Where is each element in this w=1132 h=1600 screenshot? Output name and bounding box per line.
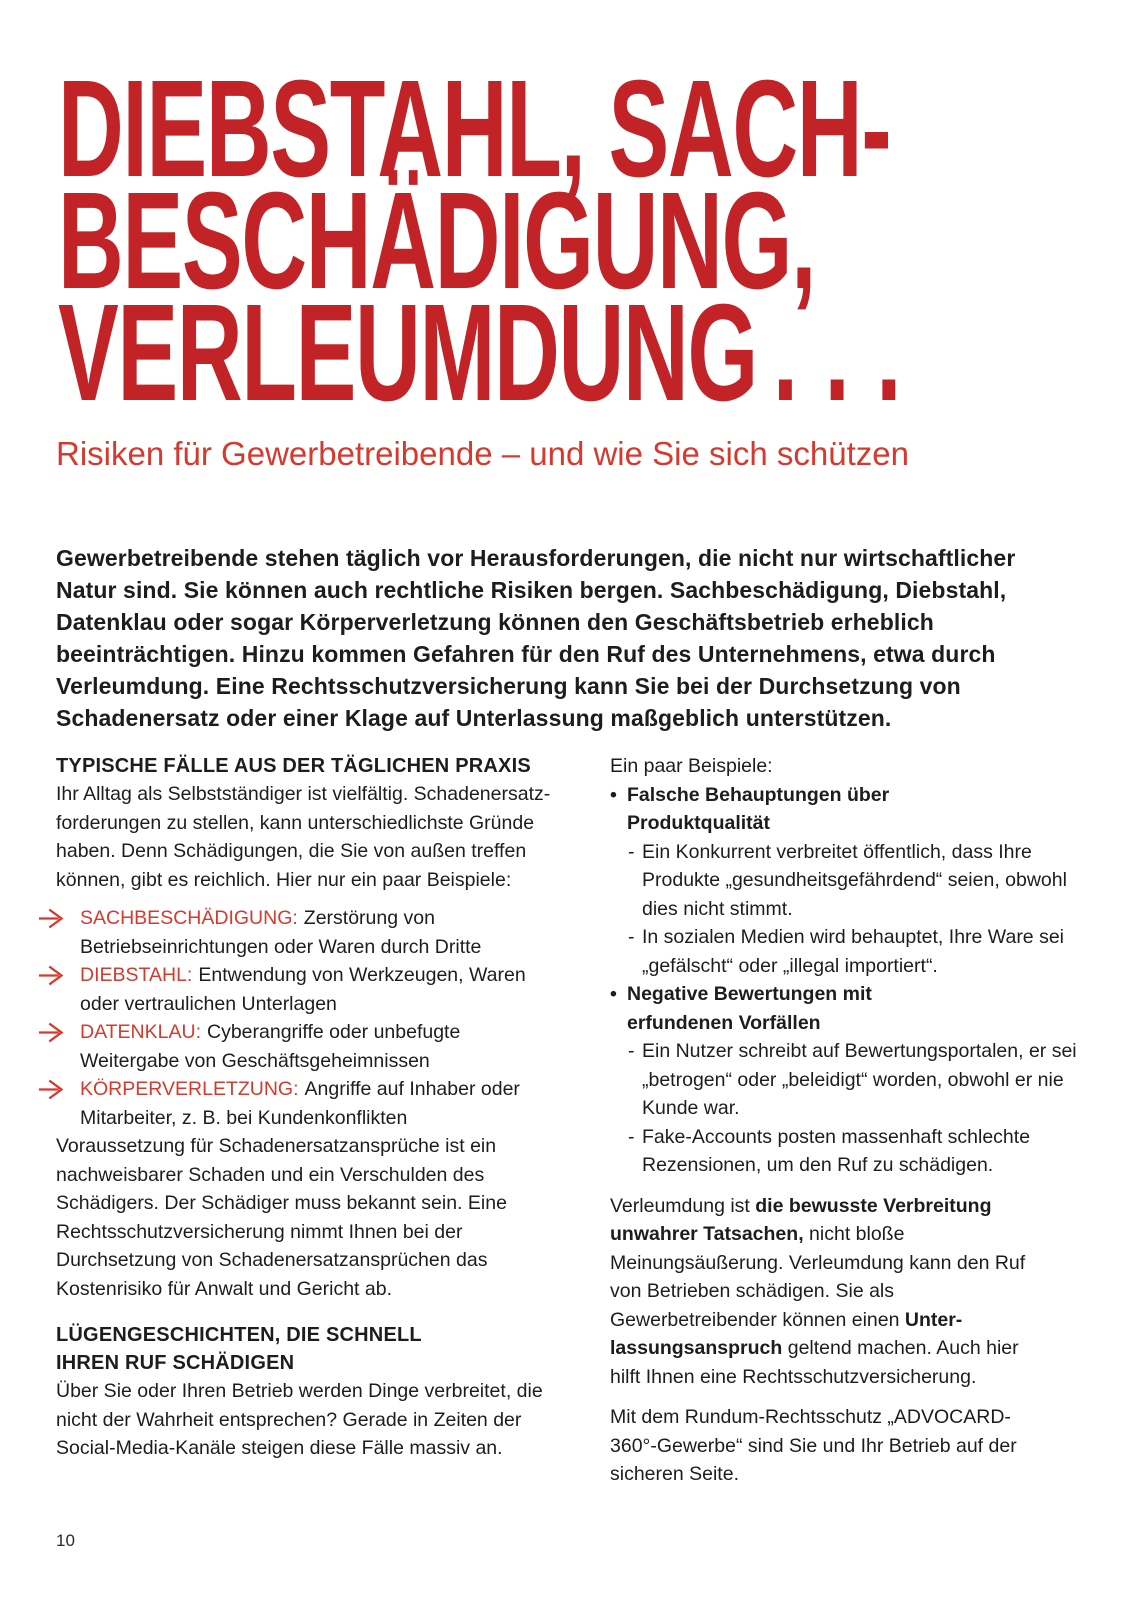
case-item-diebstahl [38, 961, 556, 1018]
verleumdung-segment: Verleumdung ist [610, 1194, 756, 1217]
left-heading-luegengeschichten [56, 1321, 556, 1377]
case-label: DIEBSTAHL: [80, 964, 193, 986]
headline-text-2: BESCHÄDIGUNG, [58, 164, 816, 318]
headline [58, 52, 1132, 430]
arrow-right-icon [38, 1078, 70, 1101]
verleumdung-segment-bold: die bewusste Verbreitung unwahrer Tatsachen, [610, 1194, 992, 1245]
case-text-block [80, 904, 556, 961]
verleumdung-segment: nicht bloße Meinungsäußerung. Verleumdung kann den Ruf von Betrieben schädigen. Sie als Gewerbetreibender können einen [610, 1223, 1026, 1331]
headline-ellipsis: ... [772, 276, 928, 430]
bullet-icon: • [610, 983, 617, 1005]
case-text-block [80, 1018, 556, 1075]
example-falsche-behauptungen [610, 781, 1088, 981]
arrow-right-icon [38, 1021, 70, 1044]
example-item [610, 923, 1088, 980]
left-heading-typische-faelle: TYPISCHE FÄLLE AUS DER TÄGLICHEN PRAXIS [56, 755, 531, 777]
left-paragraph-2: Voraussetzung für Schadenersatzansprüche ist ein nachweisbarer Schaden und ein Verschulden des Schädigers. Der Schädiger muss bekannt sein. Eine Rechtsschutzversicherung nimmt Ihnen bei der Durchsetzung von Schadenersatzansprüchen das Kostenrisiko für Anwalt und Gericht ab. [56, 1135, 507, 1300]
right-column [610, 752, 1088, 1489]
case-text-block [80, 1075, 556, 1132]
arrow-right-icon [38, 907, 70, 930]
page-number: 10 [56, 1531, 75, 1550]
case-label: KÖRPERVERLETZUNG: [80, 1078, 299, 1100]
subtitle: Risiken für Gewerbetreibende – und wie Sie sich schützen [56, 435, 909, 472]
example-item-text: In sozialen Medien wird behauptet, Ihre Ware sei „gefälscht“ oder „illegal importiert“. [642, 926, 1065, 977]
case-item-sachbeschaedigung [38, 904, 556, 961]
verleumdung-segment: geltend machen. Auch hier hilft Ihnen eine Rechtsschutzversicherung. [610, 1337, 1019, 1388]
case-item-datenklau [38, 1018, 556, 1075]
left-paragraph-1: Ihr Alltag als Selbstständiger ist vielfältig. Schadenersatzforderungen zu stellen, kann unterschiedlichste Gründe haben. Denn Schädigungen, die Sie von außen treffen können, gibt es reichlich. Hier nur ein paar Beispiele: [56, 783, 551, 891]
left-column [56, 752, 556, 1463]
example-item-text: Fake-Accounts posten massenhaft schlechte Rezensionen, um den Ruf zu schädigen. [642, 1125, 1031, 1176]
example-title: Negative Bewertungen mit erfundenen Vorfällen [627, 983, 872, 1034]
example-negative-bewertungen [610, 980, 1088, 1180]
left-paragraph-3: Über Sie oder Ihren Betrieb werden Dinge verbreitet, die nicht der Wahrheit entsprechen? Gerade in Zeiten der Social-Media-Kanäle steigen diese Fälle massiv an. [56, 1380, 543, 1459]
examples-intro: Ein paar Beispiele: [610, 755, 773, 777]
dash-icon: - [628, 1040, 635, 1062]
case-description: Zerstörung von Betriebseinrichtungen oder Waren durch Dritte [80, 907, 482, 958]
example-item [610, 1037, 1088, 1123]
example-title-row [610, 781, 1088, 838]
case-description: Cyberangriffe oder unbefugte Weitergabe von Geschäftsgeheimnissen [80, 1021, 461, 1072]
verleumdung-paragraph [610, 1192, 1030, 1392]
example-item [610, 1123, 1088, 1180]
closing-paragraph: Mit dem Rundum-Rechtsschutz „ADVOCARD-360°-Gewerbe“ sind Sie und Ihr Betrieb auf der sicheren Seite. [610, 1406, 1017, 1485]
example-item-text: Ein Konkurrent verbreitet öffentlich, dass Ihre Produkte „gesundheitsgefährdend“ seien, obwohl dies nicht stimmt. [642, 840, 1067, 920]
case-list [56, 904, 556, 1132]
headline-text-1: DIEBSTAHL, SACH- [58, 52, 891, 206]
arrow-right-icon [38, 964, 70, 987]
headline-text-3: VERLEUMDUNG [58, 276, 757, 430]
case-text-block [80, 961, 556, 1018]
example-item [610, 838, 1088, 924]
verleumdung-segment-bold: Unterlassungsanspruch [610, 1308, 963, 1359]
case-description: Angriffe auf Inhaber oder Mitarbeiter, z. B. bei Kundenkonflikten [80, 1078, 520, 1129]
dash-icon: - [628, 840, 635, 863]
bullet-icon: • [610, 783, 617, 806]
intro-paragraph: Gewerbetreibende stehen täglich vor Herausforderungen, die nicht nur wirtschaftlicher Natur sind. Sie können auch rechtliche Risiken bergen. Sachbeschädigung, Diebstahl, Datenklau oder sogar Körperverletzung können den Geschäftsbetrieb erheblich beeinträchtigen. Hinzu kommen Gefahren für den Ruf des Unternehmens, etwa durch Verleumdung. Eine Rechtsschutzversicherung kann Sie bei der Durchsetzung von Schadenersatz oder einer Klage auf Unterlassung maßgeblich unterstützen. [56, 545, 1016, 731]
case-description: Entwendung von Werkzeugen, Waren oder vertraulichen Unterlagen [80, 964, 526, 1015]
example-item-text: Ein Nutzer schreibt auf Bewertungsportalen, er sei „betrogen“ oder „beleidigt“ worden, obwohl er nie Kunde war. [642, 1040, 1077, 1119]
dash-icon: - [628, 1125, 635, 1148]
left-heading-2-line-1: LÜGENGESCHICHTEN, DIE SCHNELL [56, 1324, 422, 1346]
case-item-koerperverletzung [38, 1075, 556, 1132]
left-heading-2-line-2: IHREN RUF SCHÄDIGEN [56, 1352, 295, 1374]
example-title-row [610, 980, 1088, 1037]
dash-icon: - [628, 926, 635, 948]
case-label: SACHBESCHÄDIGUNG: [80, 907, 298, 929]
example-title: Falsche Behauptungen über Produktqualität [627, 783, 890, 834]
headline-line-3 [58, 276, 928, 430]
case-label: DATENKLAU: [80, 1021, 201, 1043]
